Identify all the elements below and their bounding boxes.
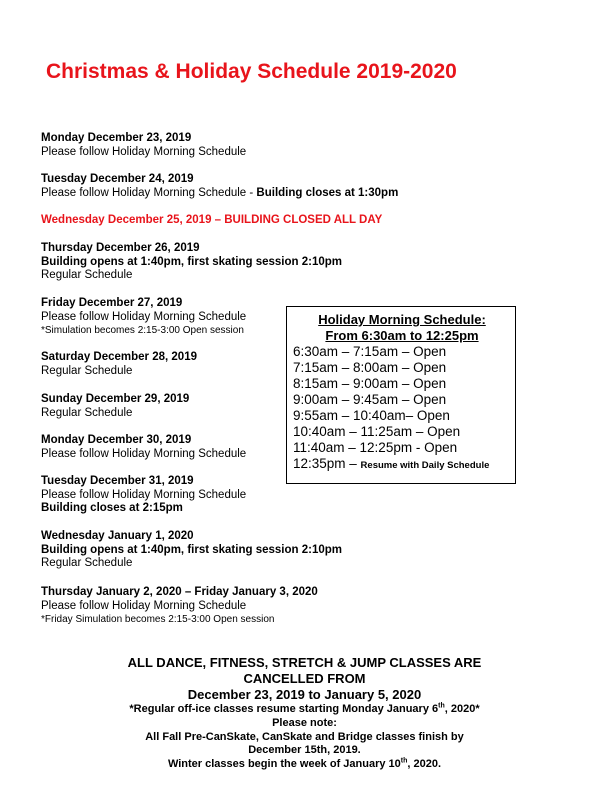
day-bold-note: Building opens at 1:40pm, first skating session 2:10pm: [41, 543, 342, 556]
day-note: Please follow Holiday Morning Schedule: [41, 145, 247, 158]
building-closed-notice: Wednesday December 25, 2019 – BUILDING CLOSED ALL DAY: [41, 214, 383, 226]
cancellation-line-1: ALL DANCE, FITNESS, STRETCH & JUMP CLASSES ARE: [127, 655, 482, 670]
day-note: Please follow Holiday Morning Schedule: [41, 310, 247, 323]
schedule-row-last: [293, 456, 489, 471]
schedule-row: 11:40am – 12:25pm - Open: [293, 440, 458, 455]
day-heading: Wednesday January 1, 2020: [41, 530, 194, 542]
day-dec-26: [41, 242, 342, 283]
day-note: Please follow Holiday Morning Schedule: [41, 447, 247, 460]
day-small-note: *Friday Simulation becomes 2:15-3:00 Open session: [41, 614, 275, 625]
day-note: [41, 187, 398, 201]
office-resume-end: , 2020*: [444, 703, 480, 715]
schedule-row: 8:15am – 9:00am – Open: [293, 376, 447, 391]
schedule-row: 10:40am – 11:25am – Open: [293, 424, 461, 439]
winter-classes-end: , 2020.: [407, 758, 442, 770]
day-note: Regular Schedule: [41, 557, 133, 569]
page-title: Christmas & Holiday Schedule 2019-2020: [46, 60, 457, 83]
schedule-row: 9:00am – 9:45am – Open: [293, 392, 447, 407]
day-heading: Tuesday December 24, 2019: [41, 173, 194, 185]
day-note: Regular Schedule: [41, 406, 133, 419]
day-small-note: *Simulation becomes 2:15-3:00 Open session: [41, 325, 244, 336]
fall-classes-date: December 15th, 2019.: [248, 744, 361, 756]
day-jan-1: [41, 530, 342, 571]
day-note: Please follow Holiday Morning Schedule: [41, 488, 247, 501]
day-heading: Thursday January 2, 2020 – Friday January 3, 2020: [41, 586, 318, 598]
day-heading: Monday December 30, 2019: [41, 434, 192, 446]
cancellation-dates: December 23, 2019 to January 5, 2020: [187, 687, 422, 702]
day-note-text: Please follow Holiday Morning Schedule -: [41, 186, 257, 199]
day-heading: Friday December 27, 2019: [41, 297, 183, 309]
resume-time: 12:35pm –: [293, 456, 361, 471]
day-dec-25: [41, 214, 382, 228]
ordinal-suffix: th: [400, 757, 408, 765]
day-dec-31: [41, 475, 246, 516]
cancellation-line-2: CANCELLED FROM: [243, 671, 366, 686]
fall-classes-note: All Fall Pre-CanSkate, CanSkate and Bridge classes finish by: [145, 731, 464, 743]
box-subtitle: From 6:30am to 12:25pm: [325, 328, 479, 343]
schedule-row: 6:30am – 7:15am – Open: [293, 344, 447, 359]
day-heading: Saturday December 28, 2019: [41, 351, 197, 363]
ordinal-suffix: th: [438, 702, 445, 710]
day-bold-note: Building closes at 2:15pm: [41, 502, 183, 514]
day-dec-24: [41, 173, 398, 200]
resume-note: Resume with Daily Schedule: [360, 460, 490, 471]
please-note-label: Please note:: [272, 717, 337, 729]
day-dec-27: [41, 297, 246, 338]
schedule-row: 7:15am – 8:00am – Open: [293, 360, 447, 375]
day-note-bold: Building closes at 1:30pm: [256, 186, 399, 199]
schedule-row: 9:55am – 10:40am– Open: [293, 408, 450, 423]
day-jan-2-3: [41, 586, 318, 627]
day-heading: Monday December 23, 2019: [41, 132, 192, 144]
day-heading: Tuesday December 31, 2019: [41, 475, 194, 487]
day-dec-23: [41, 132, 246, 159]
day-dec-28: [41, 351, 197, 378]
day-note: Please follow Holiday Morning Schedule: [41, 599, 247, 612]
office-resume-note: [0, 703, 609, 715]
box-title: Holiday Morning Schedule:: [318, 312, 486, 327]
day-bold-note: Building opens at 1:40pm, first skating session 2:10pm: [41, 255, 342, 268]
day-note: Regular Schedule: [41, 364, 133, 377]
holiday-morning-schedule-box: [286, 306, 516, 484]
office-resume-text: *Regular off-ice classes resume starting Monday January 6: [129, 703, 439, 715]
winter-classes-note: [0, 758, 609, 770]
winter-classes-text: Winter classes begin the week of January 10: [167, 758, 401, 770]
day-dec-30: [41, 434, 246, 461]
day-heading: Thursday December 26, 2019: [41, 242, 200, 254]
day-note: Regular Schedule: [41, 269, 133, 281]
day-heading: Sunday December 29, 2019: [41, 393, 190, 405]
day-dec-29: [41, 393, 189, 420]
